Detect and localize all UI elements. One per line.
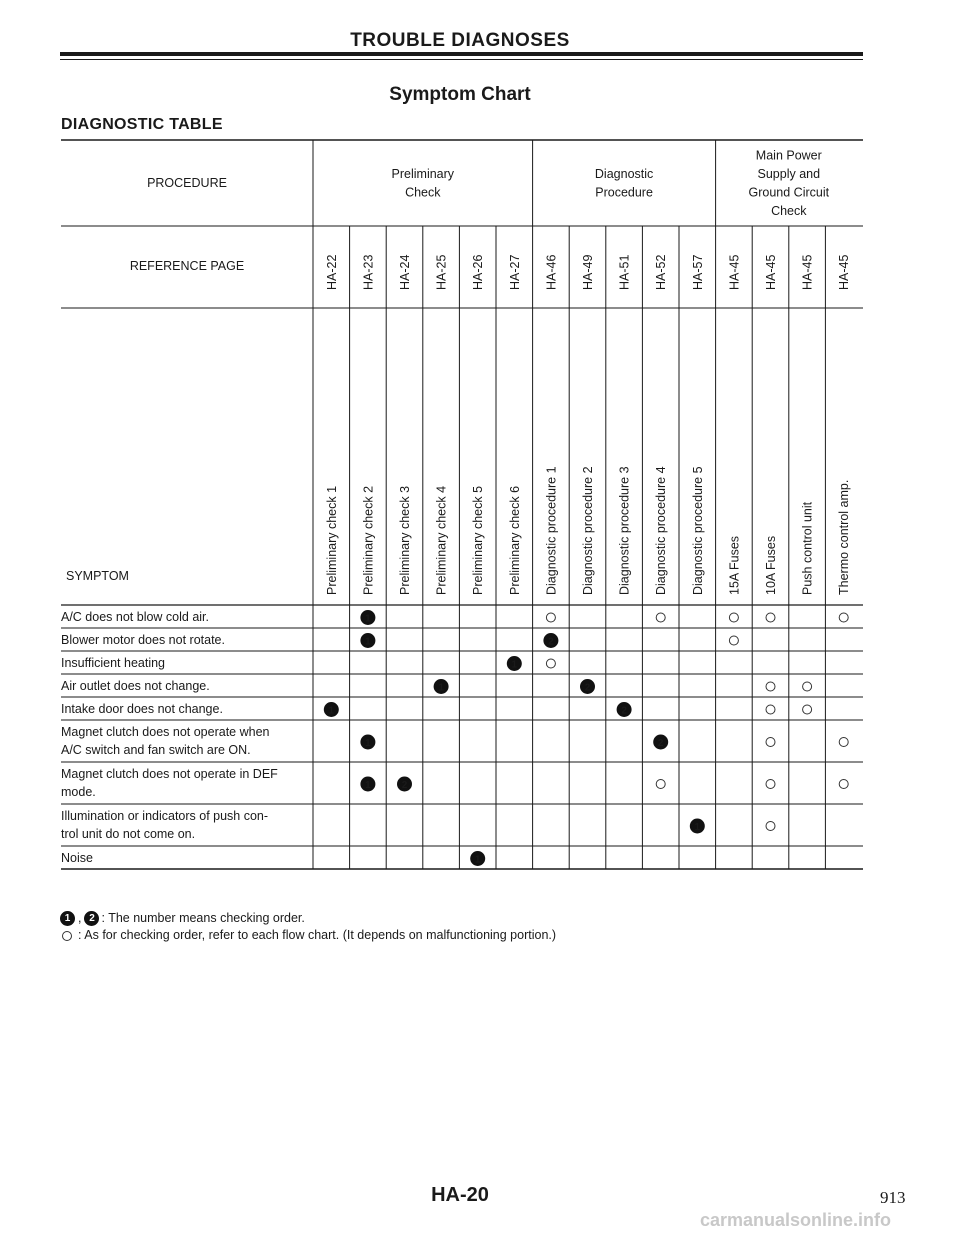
check-circle-open xyxy=(839,738,848,747)
group-title: Ground Circuit xyxy=(748,185,830,200)
symptom-text: trol unit do not come on. xyxy=(61,827,196,841)
group-title: Supply and xyxy=(757,166,821,181)
order-2-icon: 2 xyxy=(84,911,99,926)
header-rule-thin xyxy=(60,59,863,60)
reference-page-label: HA-23 xyxy=(361,254,376,290)
check-order-number: 1 xyxy=(694,822,701,833)
reference-page-label: HA-45 xyxy=(800,254,815,290)
reference-page-label: HA-46 xyxy=(544,254,559,290)
symptom-text: Illumination or indicators of push con- xyxy=(61,809,269,823)
column-name-label: Preliminary check 4 xyxy=(434,485,449,595)
column-name-label: Diagnostic procedure 2 xyxy=(581,466,595,595)
page-header: TROUBLE DIAGNOSES xyxy=(350,30,570,51)
check-circle-open xyxy=(839,613,848,622)
check-circle-open xyxy=(803,682,812,691)
reference-page-label: HA-49 xyxy=(581,254,595,290)
column-name-label: Preliminary check 5 xyxy=(471,485,486,595)
reference-page-label: HA-22 xyxy=(324,254,339,290)
legend-open-row xyxy=(60,927,556,944)
header-rule-thick xyxy=(60,52,863,56)
column-name-label: Preliminary check 1 xyxy=(324,485,339,595)
check-order-number: 2 xyxy=(401,780,408,791)
column-name-label: Push control unit xyxy=(800,501,815,595)
check-order-number: 1 xyxy=(511,659,518,671)
check-order-number: 2 xyxy=(548,636,554,648)
watermark: carmanualsonline.info xyxy=(700,1210,892,1230)
column-name-label: Thermo control amp. xyxy=(837,479,852,595)
legend-open-text: : As for checking order, refer to each flow chart. (It depends on malfunctioning portion.) xyxy=(78,928,557,942)
reference-page-label: HA-45 xyxy=(837,254,852,290)
reference-label: REFERENCE PAGE xyxy=(129,259,245,273)
group-title: Diagnostic xyxy=(594,166,654,181)
reference-page-label: HA-57 xyxy=(690,254,705,290)
check-circle-open xyxy=(766,705,775,714)
column-name-label: 10A Fuses xyxy=(764,535,778,595)
check-order-number: 1 xyxy=(365,613,371,625)
chart-title: Symptom Chart xyxy=(389,84,531,105)
check-circle-open xyxy=(839,780,848,789)
legend-numbered-text: : The number means checking order. xyxy=(101,911,305,925)
column-name-label: Diagnostic procedure 1 xyxy=(544,466,559,595)
column-name-label: Diagnostic procedure 5 xyxy=(690,466,705,595)
check-circle-open xyxy=(729,636,738,645)
check-order-number: 2 xyxy=(657,738,664,749)
column-name-label: Preliminary check 2 xyxy=(361,485,376,595)
check-order-number: 1 xyxy=(474,854,481,866)
symptom-text: Magnet clutch does not operate when xyxy=(61,725,270,739)
check-order-number: 2 xyxy=(584,682,591,694)
check-order-number: 1 xyxy=(365,636,371,648)
group-title: Check xyxy=(771,203,807,218)
symptom-text: Air outlet does not change. xyxy=(61,679,210,693)
group-title: Main Power xyxy=(755,148,822,163)
check-circle-open xyxy=(766,780,775,789)
symptom-text: Intake door does not change. xyxy=(61,702,223,716)
reference-page-label: HA-24 xyxy=(398,254,412,290)
open-circle-icon xyxy=(62,931,72,941)
procedure-label: PROCEDURE xyxy=(147,176,227,190)
check-circle-open xyxy=(546,613,555,622)
column-name-label: 15A Fuses xyxy=(727,535,742,595)
symptom-text: A/C does not blow cold air. xyxy=(61,610,209,624)
legend xyxy=(60,910,556,944)
check-circle-open xyxy=(803,705,812,714)
reference-page-label: HA-26 xyxy=(471,254,486,290)
check-order-number: 1 xyxy=(365,738,371,749)
group-title: Check xyxy=(405,185,441,200)
check-circle-open xyxy=(546,659,555,668)
check-circle-open xyxy=(656,780,665,789)
symptom-text: Insufficient heating xyxy=(61,656,166,670)
diagnostic-table xyxy=(61,140,863,890)
reference-page-label: HA-45 xyxy=(727,254,742,290)
column-name-label: Preliminary check 3 xyxy=(398,485,412,595)
reference-page-label: HA-45 xyxy=(764,254,778,290)
symptom-text: mode. xyxy=(61,785,96,799)
group-title: Procedure xyxy=(595,185,653,200)
column-name-label: Diagnostic procedure 3 xyxy=(617,466,632,595)
check-circle-open xyxy=(656,613,665,622)
column-name-label: Diagnostic procedure 4 xyxy=(654,466,669,595)
reference-page-label: HA-27 xyxy=(507,254,522,290)
check-order-number: 1 xyxy=(365,780,371,791)
reference-page-label: HA-52 xyxy=(654,254,669,290)
legend-numbered-row: 1 , 2 : The number means checking order. xyxy=(60,910,556,927)
reference-page-label: HA-25 xyxy=(434,254,449,290)
page-number: HA-20 xyxy=(431,1184,489,1206)
section-title: DIAGNOSTIC TABLE xyxy=(61,116,223,133)
check-circle-open xyxy=(766,613,775,622)
sheet-number: 913 xyxy=(880,1188,906,1207)
symptom-text: A/C switch and fan switch are ON. xyxy=(61,743,251,757)
check-circle-open xyxy=(766,822,775,831)
order-1-icon: 1 xyxy=(60,911,75,926)
symptom-text: Blower motor does not rotate. xyxy=(61,633,225,647)
check-circle-open xyxy=(729,613,738,622)
symptom-label: SYMPTOM xyxy=(66,569,129,583)
check-order-number: 2 xyxy=(621,705,627,717)
check-order-number: 1 xyxy=(438,682,444,694)
check-circle-open xyxy=(766,682,775,691)
check-circle-open xyxy=(766,738,775,747)
symptom-text: Noise xyxy=(61,851,93,865)
check-order-number: 1 xyxy=(328,705,335,717)
symptom-text: Magnet clutch does not operate in DEF xyxy=(61,767,278,781)
reference-page-label: HA-51 xyxy=(617,254,632,290)
column-name-label: Preliminary check 6 xyxy=(507,485,522,595)
group-title: Preliminary xyxy=(391,166,455,181)
